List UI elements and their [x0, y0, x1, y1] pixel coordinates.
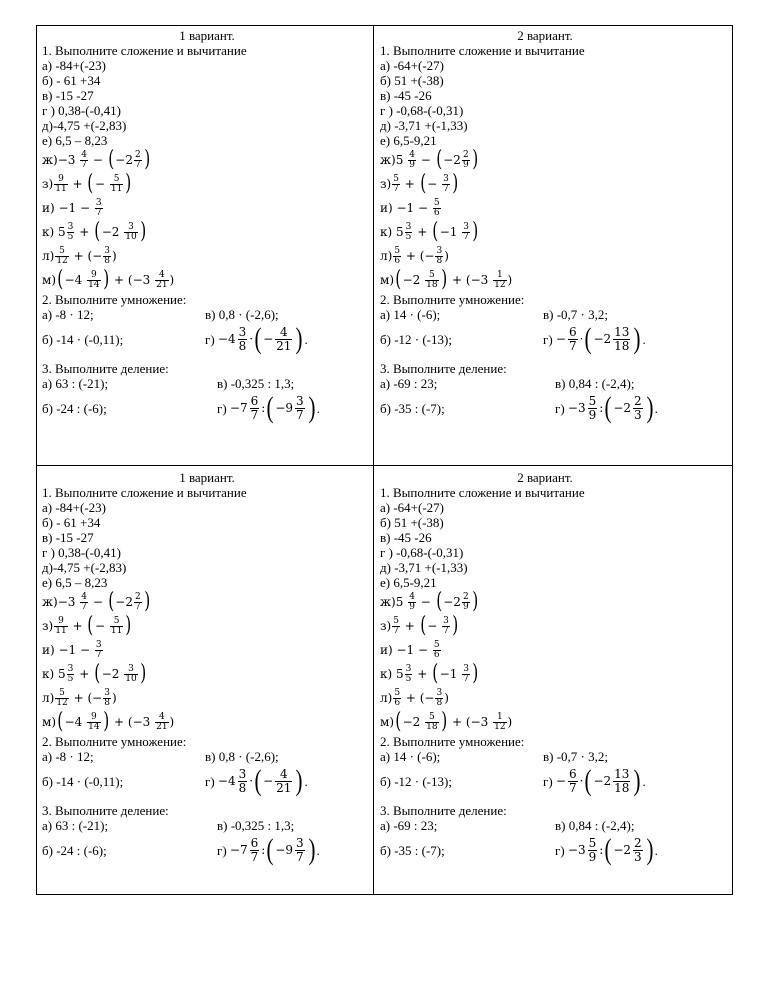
div-b: б) -24 : (-6); — [42, 400, 107, 416]
exercise-a: а) -84+(-23) — [42, 58, 106, 73]
exercise-d: д)-4,75 +(-2,83) — [42, 560, 127, 575]
task-2-heading: 2. Выполните умножение: — [380, 292, 525, 307]
mult-row-2 — [380, 764, 710, 798]
exercise-zh: ж)−3 $\frac{4}{7}$ − ( −2 $\frac{2}{7}$ ) — [42, 147, 151, 172]
exercise-z: з) $\frac{5}{7}$ + ( − $\frac{3}{7}$ ) — [380, 171, 459, 196]
exercise-b: б) 51 +(-38) — [380, 515, 444, 530]
row-divider — [37, 465, 732, 466]
exercise-l: л) $\frac{5}{12}$ + (− $\frac{3}{8}$ ) — [42, 687, 117, 708]
mult-row-2 — [42, 764, 372, 798]
task-1-heading: 1. Выполните сложение и вычитание — [380, 485, 585, 500]
task-2-heading: 2. Выполните умножение: — [42, 734, 187, 749]
mult-g: г) − $\frac{6}{7}$ · ( −2 $\frac{13}{18}$ ) . — [543, 764, 646, 797]
exercise-g: г ) -0,68-(-0,31) — [380, 103, 464, 118]
exercise-d: д)-4,75 +(-2,83) — [42, 118, 127, 133]
exercise-m: м) ( −2 $\frac{5}{18}$ ) + (−3 $\frac{1}{12}$ ) — [380, 709, 513, 734]
div-b: б) -35 : (-7); — [380, 400, 445, 416]
exercise-v: в) -15 -27 — [42, 88, 94, 103]
div-row-2 — [42, 833, 372, 867]
mult-b: б) -14 · (-0,11); — [42, 773, 124, 789]
task-3-heading: 3. Выполните деление: — [42, 361, 169, 376]
div-v: в) 0,84 : (-2,4); — [555, 818, 635, 833]
mult-row-2 — [42, 322, 372, 356]
mult-v: в) 0,8 · (-2,6); — [205, 749, 279, 764]
variant-title: 1 вариант. — [179, 28, 235, 43]
exercise-m: м) ( −4 $\frac{9}{14}$ ) + (−3 $\frac{4}{21}$ ) — [42, 267, 175, 292]
exercise-g: г ) -0,68-(-0,31) — [380, 545, 464, 560]
exercise-k: к) 5 $\frac{3}{5}$ + ( −1 $\frac{3}{7}$ ) — [380, 219, 479, 244]
div-a: а) -69 : 23; — [380, 376, 438, 391]
task-3-heading: 3. Выполните деление: — [380, 361, 507, 376]
div-g: г) −7 $\frac{6}{7}$ : ( −9 $\frac{3}{7}$ ) . — [217, 833, 320, 866]
variant-title: 2 вариант. — [517, 470, 573, 485]
exercise-zh: ж)−3 $\frac{4}{7}$ − ( −2 $\frac{2}{7}$ ) — [42, 589, 151, 614]
exercise-a: а) -64+(-27) — [380, 500, 444, 515]
exercise-a: а) -64+(-27) — [380, 58, 444, 73]
exercise-m: м) ( −4 $\frac{9}{14}$ ) + (−3 $\frac{4}{21}$ ) — [42, 709, 175, 734]
div-b: б) -24 : (-6); — [42, 842, 107, 858]
mult-v: в) -0,7 · 3,2; — [543, 749, 608, 764]
exercise-l: л) $\frac{5}{12}$ + (− $\frac{3}{8}$ ) — [42, 245, 117, 266]
card-variant-1-bottom — [42, 470, 372, 902]
mult-row-1 — [380, 307, 710, 322]
div-row-1 — [380, 376, 710, 391]
mult-a: а) 14 · (-6); — [380, 307, 441, 322]
exercise-i: и) −1 − $\frac{3}{7}$ — [42, 197, 102, 218]
exercise-m: м) ( −2 $\frac{5}{18}$ ) + (−3 $\frac{1}{12}$ ) — [380, 267, 513, 292]
exercise-e: е) 6,5 – 8,23 — [42, 575, 108, 590]
div-row-2 — [380, 833, 710, 867]
mult-b: б) -12 · (-13); — [380, 773, 452, 789]
card-variant-1-top — [42, 28, 372, 460]
div-row-2 — [380, 391, 710, 425]
exercise-g: г ) 0,38-(-0,41) — [42, 103, 121, 118]
exercise-b: б) - 61 +34 — [42, 515, 101, 530]
exercise-a: а) -84+(-23) — [42, 500, 106, 515]
worksheet-table — [36, 25, 733, 895]
exercise-v: в) -45 -26 — [380, 530, 432, 545]
exercise-z: з) $\frac{9}{11}$ + ( − $\frac{5}{11}$ ) — [42, 171, 132, 196]
div-v: в) 0,84 : (-2,4); — [555, 376, 635, 391]
mult-g: г) −4 $\frac{3}{8}$ · ( − $\frac{4}{21}$ ) . — [205, 764, 308, 797]
exercise-i: и) −1 − $\frac{3}{7}$ — [42, 639, 102, 660]
div-row-1 — [380, 818, 710, 833]
div-g: г) −3 $\frac{5}{9}$ : ( −2 $\frac{2}{3}$ ) . — [555, 391, 658, 424]
column-divider — [373, 26, 374, 894]
exercise-k: к) 5 $\frac{3}{5}$ + ( −2 $\frac{3}{10}$ ) — [42, 661, 146, 686]
variant-title: 2 вариант. — [517, 28, 573, 43]
mult-a: а) -8 · 12; — [42, 749, 94, 764]
div-row-2 — [42, 391, 372, 425]
task-2-heading: 2. Выполните умножение: — [42, 292, 187, 307]
exercise-e: е) 6,5-9,21 — [380, 575, 437, 590]
mult-row-2 — [380, 322, 710, 356]
div-v: в) -0,325 : 1,3; — [217, 818, 295, 833]
task-1-heading: 1. Выполните сложение и вычитание — [380, 43, 585, 58]
div-a: а) 63 : (-21); — [42, 376, 109, 391]
exercise-z: з) $\frac{9}{11}$ + ( − $\frac{5}{11}$ ) — [42, 613, 132, 638]
div-g: г) −7 $\frac{6}{7}$ : ( −9 $\frac{3}{7}$ ) . — [217, 391, 320, 424]
mult-v: в) -0,7 · 3,2; — [543, 307, 608, 322]
exercise-e: е) 6,5-9,21 — [380, 133, 437, 148]
mult-g: г) − $\frac{6}{7}$ · ( −2 $\frac{13}{18}$ ) . — [543, 322, 646, 355]
div-a: а) 63 : (-21); — [42, 818, 109, 833]
exercise-i: и) −1 − $\frac{5}{6}$ — [380, 197, 440, 218]
task-3-heading: 3. Выполните деление: — [380, 803, 507, 818]
exercise-d: д) -3,71 +(-1,33) — [380, 560, 468, 575]
mult-b: б) -12 · (-13); — [380, 331, 452, 347]
exercise-zh: ж)5 $\frac{4}{9}$ − ( −2 $\frac{2}{9}$ ) — [380, 589, 478, 614]
div-b: б) -35 : (-7); — [380, 842, 445, 858]
div-g: г) −3 $\frac{5}{9}$ : ( −2 $\frac{2}{3}$ ) . — [555, 833, 658, 866]
mult-b: б) -14 · (-0,11); — [42, 331, 124, 347]
task-2-heading: 2. Выполните умножение: — [380, 734, 525, 749]
variant-title: 1 вариант. — [179, 470, 235, 485]
exercise-k: к) 5 $\frac{3}{5}$ + ( −1 $\frac{3}{7}$ ) — [380, 661, 479, 686]
div-row-1 — [42, 376, 372, 391]
exercise-l: л) $\frac{5}{6}$ + (− $\frac{3}{8}$ ) — [380, 687, 449, 708]
card-variant-2-top — [380, 28, 710, 460]
exercise-v: в) -45 -26 — [380, 88, 432, 103]
task-3-heading: 3. Выполните деление: — [42, 803, 169, 818]
exercise-zh: ж)5 $\frac{4}{9}$ − ( −2 $\frac{2}{9}$ ) — [380, 147, 478, 172]
mult-v: в) 0,8 · (-2,6); — [205, 307, 279, 322]
exercise-b: б) 51 +(-38) — [380, 73, 444, 88]
mult-g: г) −4 $\frac{3}{8}$ · ( − $\frac{4}{21}$ ) . — [205, 322, 308, 355]
mult-row-1 — [42, 749, 372, 764]
exercise-g: г ) 0,38-(-0,41) — [42, 545, 121, 560]
mult-a: а) -8 · 12; — [42, 307, 94, 322]
exercise-k: к) 5 $\frac{3}{5}$ + ( −2 $\frac{3}{10}$ ) — [42, 219, 146, 244]
card-variant-2-bottom — [380, 470, 710, 902]
div-row-1 — [42, 818, 372, 833]
exercise-e: е) 6,5 – 8,23 — [42, 133, 108, 148]
mult-a: а) 14 · (-6); — [380, 749, 441, 764]
task-1-heading: 1. Выполните сложение и вычитание — [42, 43, 247, 58]
exercise-i: и) −1 − $\frac{5}{6}$ — [380, 639, 440, 660]
task-1-heading: 1. Выполните сложение и вычитание — [42, 485, 247, 500]
exercise-d: д) -3,71 +(-1,33) — [380, 118, 468, 133]
exercise-l: л) $\frac{5}{6}$ + (− $\frac{3}{8}$ ) — [380, 245, 449, 266]
exercise-z: з) $\frac{5}{7}$ + ( − $\frac{3}{7}$ ) — [380, 613, 459, 638]
exercise-b: б) - 61 +34 — [42, 73, 101, 88]
div-v: в) -0,325 : 1,3; — [217, 376, 295, 391]
div-a: а) -69 : 23; — [380, 818, 438, 833]
mult-row-1 — [380, 749, 710, 764]
exercise-v: в) -15 -27 — [42, 530, 94, 545]
mult-row-1 — [42, 307, 372, 322]
